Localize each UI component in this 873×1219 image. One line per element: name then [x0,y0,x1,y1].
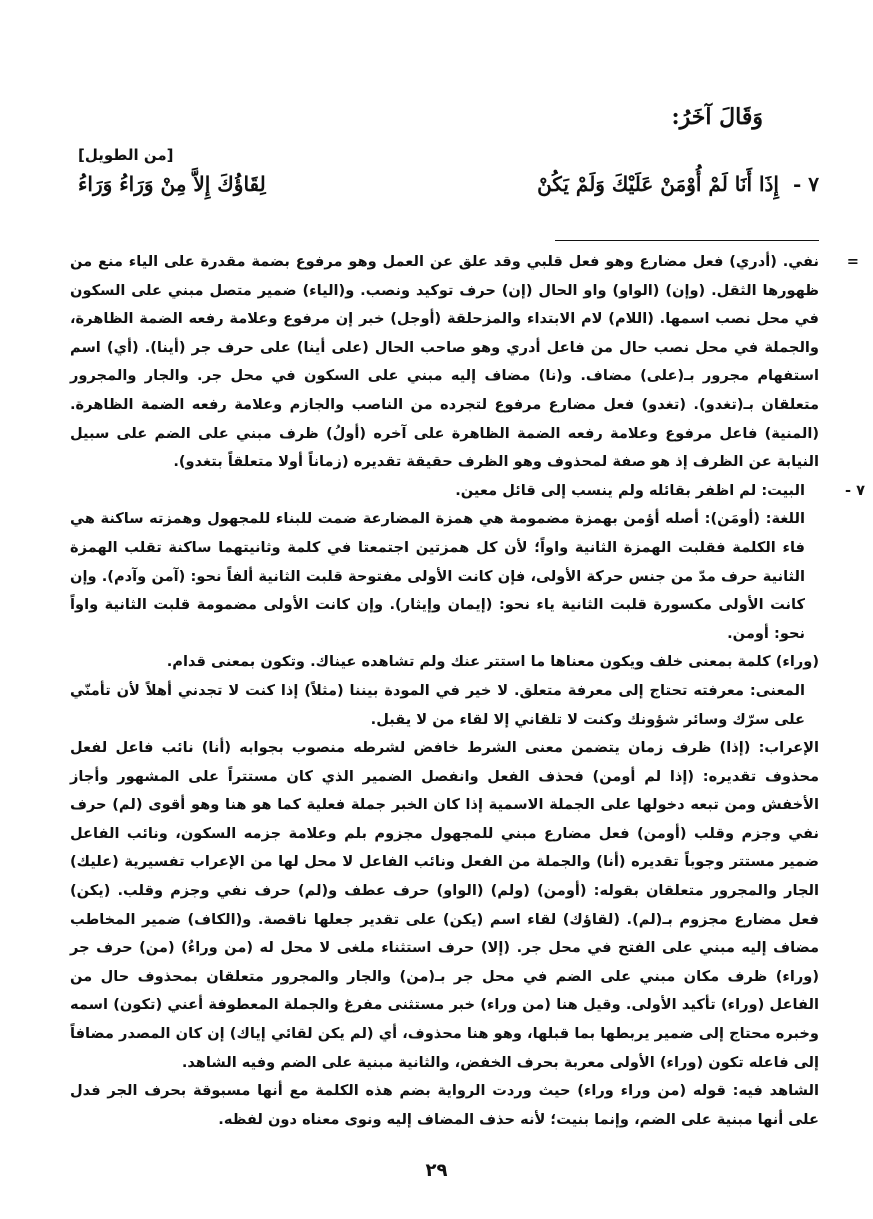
irab-text: (إذا) ظرف زمان يتضمن معنى الشرط خافض لشرطه منصوب بجوابه (أنا) نائب فاعل لفعل محذوف تقديره: (إذا لم أومن) فحذف الفعل وانفصل الضمير الذي كان مستتراً على المشهور وأجاز الأخفش ومن تبعه دخولها على الجملة الاسمية إذا كان الخبر جملة فعلية كما هو هنا وهو أقوى (لم) حرف نفي وجزم وقلب (أومن) فعل مضارع مبني للمجهول مجزوم بلم وعلامة جزمه السكون، ونائب الفاعل ضمير مستتر وجوباً تقديره (أنا) والجملة من الفعل ونائب الفاعل لا محل لها من الإعراب تفسيرية (عليك) الجار والمجرور متعلقان بقوله: (أومن) (ولم) (الواو) حرف عطف و(لم) حرف نفي وجزم وقلب. (يكن) فعل مضارع مجزوم بـ(لم). (لقاؤك) لقاء اسم (يكن) على تقدير جعلها ناقصة. و(الكاف) ضمير المخاطب مضاف إليه مبني على الفتح في محل جر. (إلا) حرف استثناء ملغى لا محل له (من وراءُ) (من) حرف جر (وراء) ظرف مكان مبني على الضم في محل جر بـ(من) والجار والمجرور متعلقان بمحذوف حال من الفاعل (وراء) تأكيد الأولى. وقيل هنا (من وراء) خبر مستثنى مفرغ والجملة المعطوفة أعني (تكون) اسمه وخبره محتاج إلى ضمير يربطها بما قبلها، وهو هنا محذوف، أي (لم يكن لقائي إياك) إن كان المصدر مضافاً إلى فاعله تكون (وراء) الأولى معربة بحرف الخفض، والثانية مبنية على الضم وفيه الشاهد. [70,739,819,1071]
carryover-footnote: نفي. (أدري) فعل مضارع وهو فعل قلبي وقد علق عن العمل وهو مرفوع بضمة مقدرة على الياء منع من ظهورها الثقل. (وإن) (الواو) واو الحال (إن) حرف توكيد ونصب. و(الياء) ضمير متصل مبني على السكون في محل نصب اسمها. (اللام) لام الابتداء والمزحلقة (أوجل) خبر إن مرفوع وعلامة رفعه الضمة الظاهرة، والجملة في محل نصب حال من فاعل أدري وهو صاحب الحال (على أينا) على حرف جر (أينا). (أي) اسم استفهام مجرور بـ(على) مضاف. و(نا) مضاف إليه مبني على السكون في محل جر. والجار والمجرور متعلقان بـ(تغدو). (تغدو) فعل مضارع مرفوع لتجرده من الناصب والجازم وعلامة رفعه الضمة الظاهرة. (المنية) فاعل مرفوع وعلامة رفعه الضمة الظاهرة على آخره (أولُ) ظرف مبني على الضم على سبيل النيابة عن الظرف إذ هو صفة لمحذوف وهو الظرف حقيقة تقديره (زماناً أولا متعلقاً بتغدو). [70,253,819,471]
footnote-separator [555,240,819,241]
lugha-text: (أومَن): أصله أؤمن بهمزة مضمومة هي همزة المضارعة ضمت للبناء للمجهول وهمزته ساكنة هي فاء الكلمة فقلبت الهمزة الثانية واواً؛ لأن كل همزتين اجتمعتا في كلمة وثانيتهما ساكنة تقلب الهمزة الثانية حرف مدّ من جنس حركة الأولى، فإن كانت الأولى مفتوحة قلبت الثانية ألفاً نحو: (آمن وآدم). وإن كانت الأولى مكسورة قلبت الثانية ياء نحو: (إيمان وإيثار). وإن كانت الأولى مضمومة قلبت الثانية واواً نحو: أومن. [70,510,805,642]
verse-second-hemistich: لِقَاؤُكَ إِلاَّ مِنْ وَرَاءُ وَرَاءُ [78,172,266,196]
mana-label: المعنى: [749,681,805,699]
lugha-label: اللغة: [765,510,805,528]
verse-intro: وَقَالَ آخَرُ: [671,104,763,130]
footnotes-section [70,248,865,1134]
footnote-bayt [70,477,819,506]
continuation-marker: = [846,253,859,270]
shahid-label: الشاهد فيه: [732,1082,819,1100]
footnote-shahid [70,1077,819,1134]
footnote-mana [70,677,819,734]
poem-verse [78,166,819,206]
mana-text: معرفته تحتاج إلى معرفة متعلق. لا خير في المودة بيننا (مثلاً) إذا كنت لا تجدني أهلاً لأن تأمنّي على سرّك وسائر شؤونك وكنت لا تلقاني إلا لقاء من لا يقبل. [70,681,805,728]
footnote-lugha [70,505,819,648]
page-number: ٢٩ [425,1160,448,1181]
verse-first-hemistich: إِذَا أَنَا لَمْ أُوْمَنْ عَلَيْكَ وَلَمْ يَكُنْ [537,172,779,196]
footnote-lugha-warai: (وراء) كلمة بمعنى خلف ويكون معناها ما استتر عنك ولم تشاهده عيناك. وتكون بمعنى قدام. [166,653,819,671]
bayt-text: لم اظفر بقائله ولم ينسب إلى قائل معين. [455,481,757,499]
irab-label: الإعراب: [758,739,819,757]
shahid-text: قوله (من وراء وراء) حيث وردت الرواية بضم هذه الكلمة مع أنها مسبوقة بحرف الجر فدل على أنها مبنية على الضم، وإنما بنيت؛ لأنه حذف المضاف إليه ونوى معناه دون لفظه. [70,1082,819,1128]
meter-label: [من الطويل] [78,146,174,164]
verse-number: ٧ - [792,172,819,196]
bayt-label: البيت: [761,481,805,499]
footnote-number: ٧ - [844,481,865,499]
footnote-irab [70,734,819,1077]
